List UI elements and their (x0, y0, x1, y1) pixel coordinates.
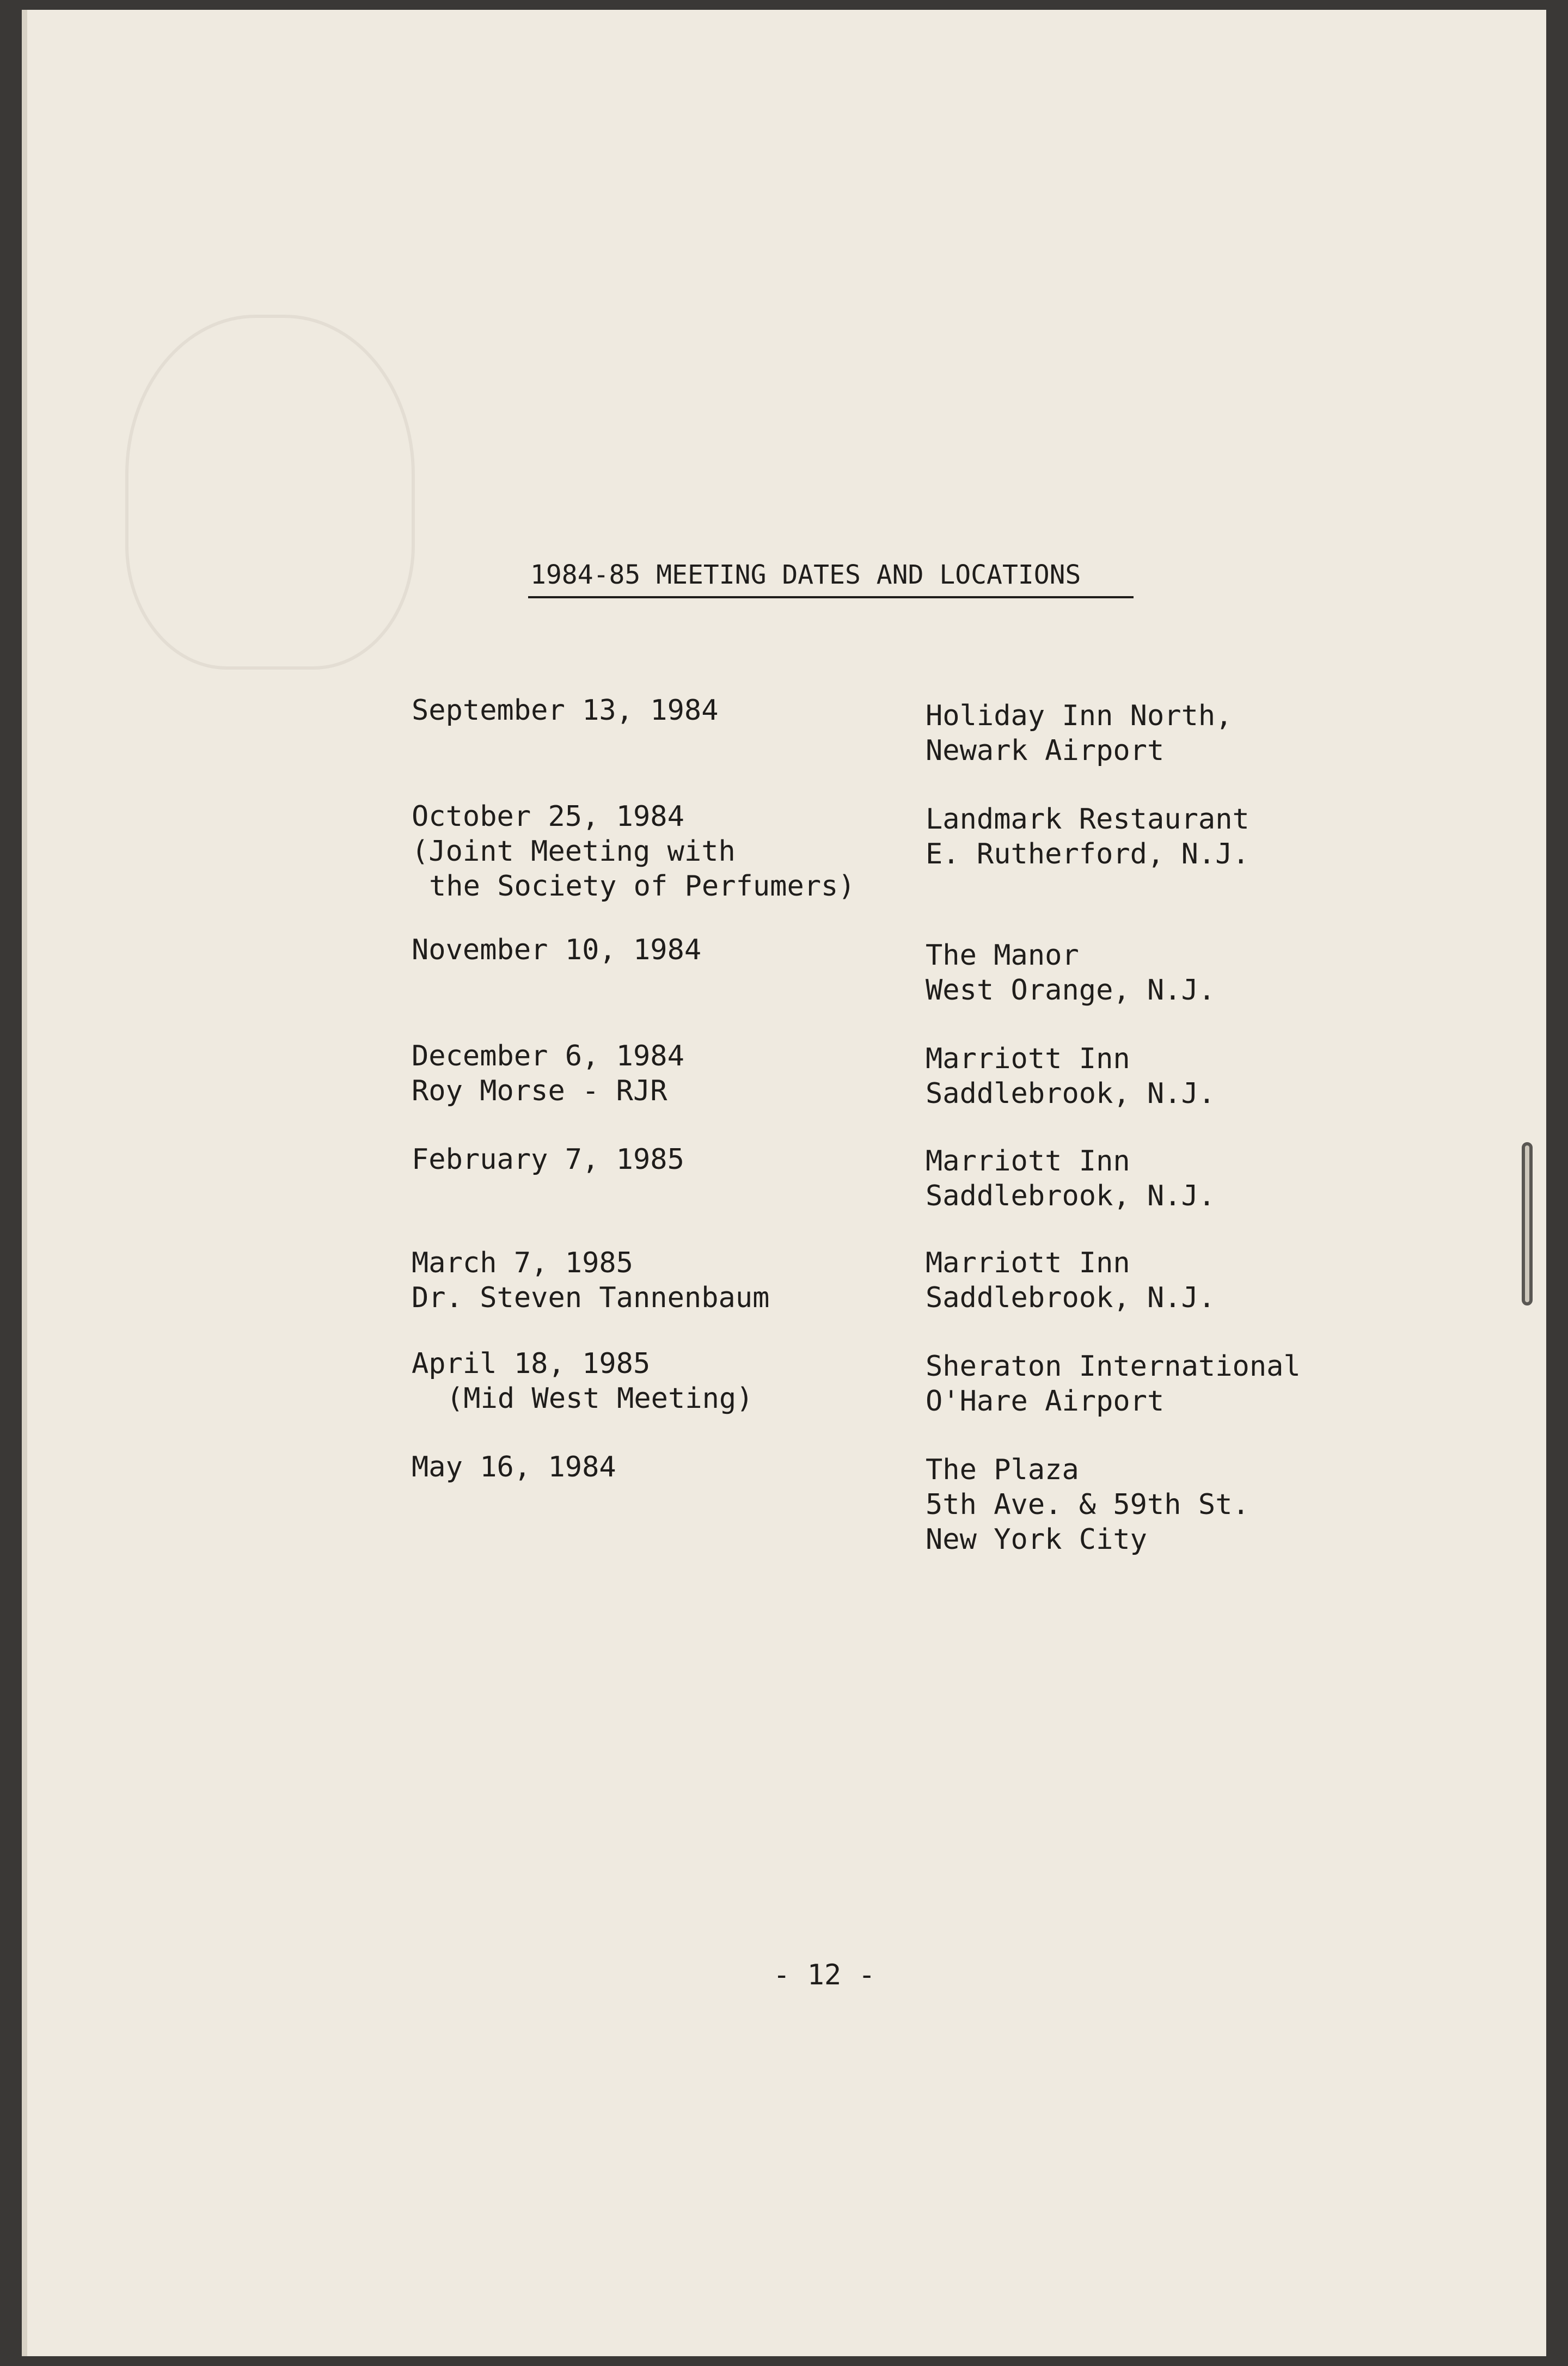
location-line: Saddlebrook, N.J. (926, 1282, 1216, 1314)
meeting-date (412, 1450, 616, 1485)
meeting-location (926, 938, 1215, 1008)
meeting-date (412, 1039, 684, 1108)
meeting-date (412, 1142, 684, 1177)
location-line: New York City (926, 1523, 1147, 1556)
location-line: Sheraton International (926, 1350, 1301, 1383)
date-line: (Joint Meeting with (412, 835, 736, 868)
document-page (22, 10, 1546, 2356)
date-line: April 18, 1985 (412, 1347, 651, 1380)
location-line: The Plaza (926, 1454, 1079, 1486)
location-line: Saddlebrook, N.J. (926, 1180, 1216, 1212)
date-line: February 7, 1985 (412, 1143, 684, 1176)
location-line: Holiday Inn North, (926, 700, 1233, 732)
location-line: Marriott Inn (926, 1145, 1130, 1178)
title-underline (528, 596, 1134, 598)
date-line: December 6, 1984 (412, 1040, 684, 1072)
meeting-location (926, 1246, 1215, 1315)
location-line: 5th Ave. & 59th St. (926, 1488, 1250, 1521)
staple (1522, 1142, 1533, 1305)
date-line: the Society of Perfumers) (429, 870, 855, 903)
location-line: The Manor (926, 939, 1079, 972)
date-line: Roy Morse - RJR (412, 1075, 667, 1107)
date-line: November 10, 1984 (412, 934, 702, 966)
meeting-date (412, 799, 855, 904)
meeting-date (412, 693, 719, 728)
meeting-date (412, 1246, 769, 1315)
meeting-location (926, 1452, 1250, 1557)
meeting-location (926, 698, 1233, 768)
date-line: (Mid West Meeting) (446, 1382, 754, 1415)
location-line: O'Hare Airport (926, 1385, 1165, 1418)
date-line: March 7, 1985 (412, 1247, 633, 1279)
date-line: September 13, 1984 (412, 694, 719, 727)
meeting-date (412, 933, 701, 967)
bleed-through-emblem (125, 315, 415, 670)
location-line: E. Rutherford, N.J. (926, 838, 1250, 871)
page-title: 1984-85 MEETING DATES AND LOCATIONS (530, 560, 1081, 590)
location-line: Saddlebrook, N.J. (926, 1077, 1216, 1110)
location-line: Landmark Restaurant (926, 803, 1250, 836)
date-line: May 16, 1984 (412, 1451, 616, 1484)
location-line: West Orange, N.J. (926, 974, 1216, 1007)
meeting-location (926, 1349, 1301, 1419)
location-line: Marriott Inn (926, 1247, 1130, 1279)
date-line: October 25, 1984 (412, 800, 684, 833)
location-line: Newark Airport (926, 734, 1165, 767)
date-line: Dr. Steven Tannenbaum (412, 1282, 770, 1314)
page-number: - 12 - (773, 1959, 875, 1991)
meeting-location (926, 802, 1250, 872)
meeting-location (926, 1041, 1215, 1111)
meeting-date (412, 1346, 754, 1416)
meeting-location (926, 1144, 1215, 1213)
location-line: Marriott Inn (926, 1043, 1130, 1075)
